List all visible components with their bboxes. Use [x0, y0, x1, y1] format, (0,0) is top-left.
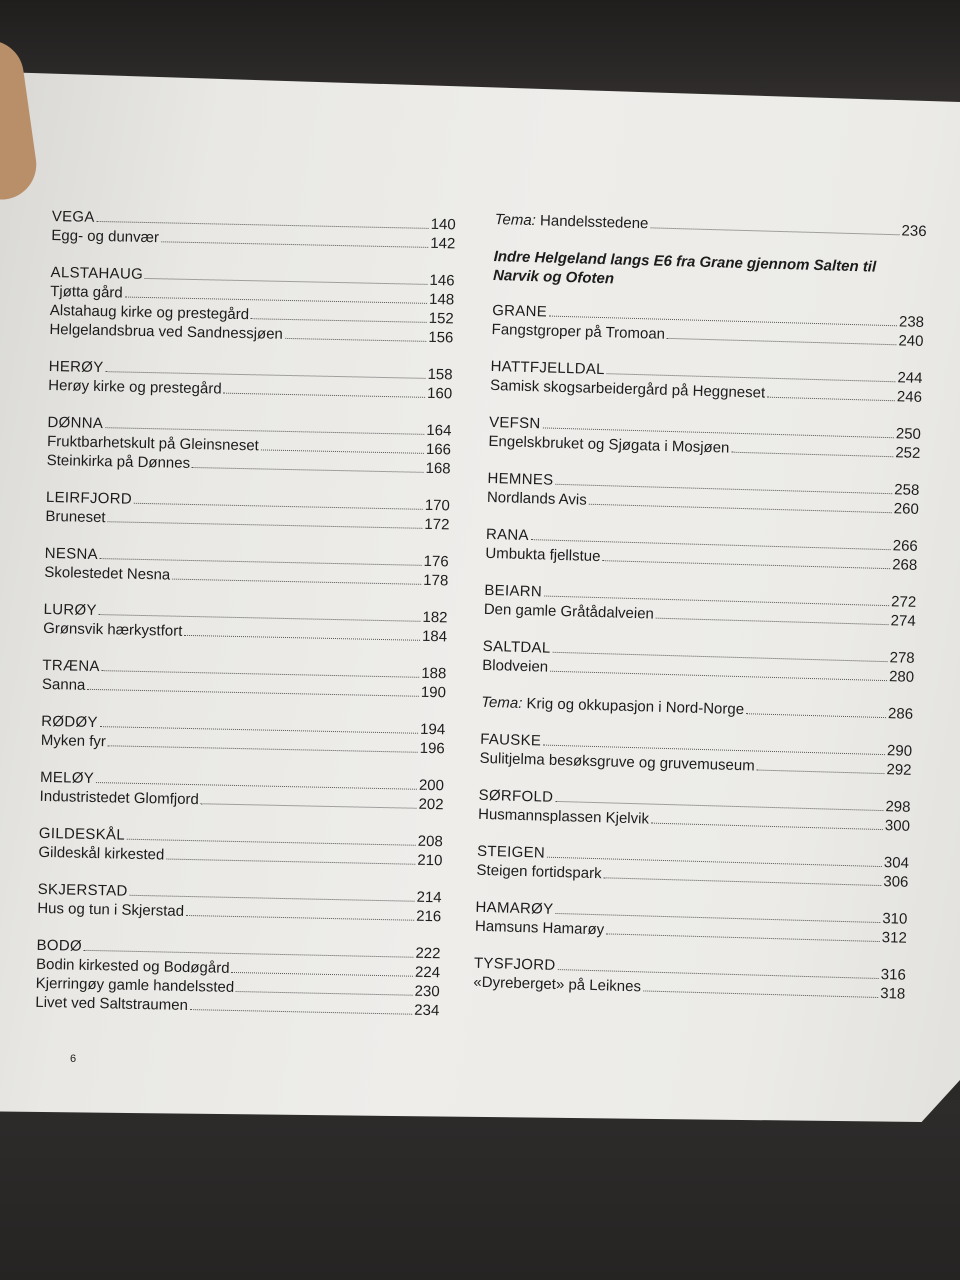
leader-dots [87, 689, 419, 697]
toc-entry-page: 306 [883, 873, 909, 891]
toc-entry-label: Steinkirka på Dønnes [46, 451, 191, 472]
toc-entry-page: 290 [886, 742, 913, 760]
toc-entry-page: 216 [416, 907, 442, 926]
toc-entry-page: 238 [898, 313, 925, 332]
toc-entry-label: FAUSKE [479, 730, 542, 750]
toc-section [478, 786, 911, 836]
toc-entry-label: DØNNA [47, 413, 104, 433]
leader-dots [184, 635, 420, 641]
toc-section [38, 824, 443, 870]
toc-entry-label: RØDØY [41, 712, 98, 732]
page-number: 6 [70, 1053, 77, 1065]
toc-section [45, 488, 450, 534]
leader-dots [192, 467, 424, 473]
toc-entry-label: Gildeskål kirkested [38, 843, 165, 864]
toc-entry-label: RANA [485, 525, 530, 545]
toc-section [44, 544, 449, 590]
toc-entry-label: Umbukta fjellstue [485, 544, 601, 566]
leader-dots [731, 452, 893, 458]
toc-group-a [482, 301, 924, 687]
toc-entry-label: Sanna [41, 675, 86, 694]
toc-entry-page: 196 [419, 739, 445, 758]
tema-title: Krig og okkupasjon i Nord-Norge [526, 695, 745, 719]
toc-entry-page: 236 [901, 222, 927, 241]
toc-entry-label: Tjøtta gård [50, 282, 123, 302]
toc-entry-label: Livet ved Saltstraumen [35, 993, 189, 1015]
toc-entry-page: 170 [424, 496, 451, 515]
toc-entry-label: Industristedet Glomfjord [39, 787, 200, 809]
toc-section [48, 357, 453, 403]
toc-entry-label: STEIGEN [476, 842, 546, 862]
toc-entry-page: 222 [415, 944, 441, 963]
toc-entry-label: Nordlands Avis [486, 488, 587, 509]
toc-entry-label: Steigen fortidspark [476, 861, 602, 883]
leader-dots [201, 803, 417, 809]
toc-entry-page: 172 [424, 515, 450, 534]
toc-entry-page: 286 [887, 705, 914, 723]
leader-dots [108, 745, 418, 752]
toc-entry-page: 230 [414, 982, 440, 1001]
toc-section [49, 263, 455, 347]
leader-dots [757, 770, 885, 775]
toc-entry-page: 158 [427, 365, 453, 384]
itinerary-heading: Indre Helgeland langs E6 fra Grane gjennom Salten til Narvik og Ofoten [492, 247, 877, 288]
toc-entry-label: Engelskbruket og Sjøgata i Mosjøen [488, 432, 730, 457]
toc-entry-page: 310 [882, 910, 908, 928]
toc-section [491, 301, 924, 351]
tema-prefix: Tema: [481, 693, 523, 712]
toc-entry-label: Sulitjelma besøksgruve og gruvemuseum [479, 749, 755, 775]
leader-dots [145, 278, 427, 285]
toc-entry-page: 208 [417, 832, 443, 851]
toc-section [473, 954, 906, 1004]
toc-section [476, 842, 909, 892]
toc-entry-label [494, 210, 648, 233]
toc-entry-page: 278 [889, 649, 915, 667]
toc-entry-label: TRÆNA [42, 656, 100, 676]
leader-dots [186, 915, 414, 921]
toc-section [37, 880, 442, 926]
toc-section [484, 581, 917, 631]
toc-entry-label: Kjerringøy gamle handelssted [35, 974, 235, 996]
toc-entry-label: SALTDAL [482, 637, 551, 657]
toc-entry-page: 210 [417, 851, 443, 870]
toc-entry-label: Bodin kirkested og Bodøgård [35, 955, 230, 977]
leader-dots [603, 877, 881, 886]
toc-right-column [473, 210, 927, 1022]
toc-entry-page: 240 [898, 332, 924, 351]
toc-entry-label: SØRFOLD [478, 786, 554, 806]
toc-section [479, 730, 912, 780]
toc-section [46, 413, 451, 478]
toc-group-b [473, 730, 912, 1004]
toc-entry-page: 140 [430, 215, 456, 234]
toc-entry-page: 164 [426, 421, 452, 440]
toc-entry-label: Herøy kirke og prestegård [48, 376, 222, 398]
toc-entry-label: BEIARN [484, 581, 543, 601]
toc-entry-label: Den gamle Gråtådalveien [483, 600, 655, 623]
leader-dots [767, 397, 895, 402]
toc-entry-page: 168 [425, 459, 451, 478]
toc-entry-label: Husmannsplassen Kjelvik [477, 805, 650, 828]
toc-entry-page: 182 [422, 608, 448, 627]
tema-krig [481, 693, 913, 724]
tema-prefix: Tema: [494, 210, 537, 230]
leader-dots [606, 933, 880, 942]
toc-entry-label: Fangstgroper på Tromoan [491, 320, 666, 343]
toc-entry-label: GILDESKÅL [38, 824, 126, 844]
leader-dots [236, 991, 413, 996]
toc-entry-label: Helgelandsbrua ved Sandnessjøen [49, 320, 284, 343]
toc-entry-page: 178 [423, 571, 449, 590]
toc-entry-label: NESNA [44, 544, 99, 564]
toc-entry-label: Samisk skogsarbeidergård på Heggneset [489, 376, 766, 402]
toc-entry-label: VEGA [51, 207, 95, 226]
toc-entry-page: 268 [891, 556, 918, 574]
toc-entry-label: Egg- og dunvær [51, 226, 160, 247]
toc-entry-page: 224 [414, 963, 441, 982]
toc-entry-page: 292 [886, 761, 912, 779]
leader-dots [651, 823, 883, 830]
toc-entry-page: 318 [880, 985, 906, 1003]
toc-entry-page: 234 [414, 1001, 440, 1020]
leader-dots [656, 618, 889, 626]
toc-entry-label: Hus og tun i Skjerstad [37, 899, 185, 920]
toc-entry-label: LEIRFJORD [45, 488, 133, 508]
toc-entry-label: TYSFJORD [473, 954, 556, 974]
toc-left-column [35, 207, 456, 1038]
leader-dots [231, 972, 412, 977]
toc-entry-label: Skolestedet Nesna [44, 563, 171, 584]
leader-dots [224, 393, 426, 398]
toc-entry-page: 184 [421, 627, 448, 646]
toc-section [488, 413, 921, 463]
toc-entry-label: MELØY [39, 768, 95, 788]
toc-entry-page: 200 [418, 776, 445, 795]
toc-entry-page: 146 [429, 271, 455, 290]
toc-entry-label: HEMNES [487, 469, 554, 489]
toc-entry-page: 316 [880, 966, 907, 984]
toc-section [475, 898, 908, 948]
toc-entry-page: 266 [892, 537, 919, 555]
leader-dots [166, 859, 415, 865]
background-sofa-bottom [0, 1100, 960, 1280]
toc-entry-page: 250 [895, 425, 922, 443]
leader-dots [107, 521, 422, 529]
toc-entry-page: 246 [896, 388, 923, 406]
toc-entry-label: Alstahaug kirke og prestegård [49, 301, 250, 324]
tema-title: Handelsstedene [539, 212, 649, 233]
toc-section [51, 207, 456, 253]
toc-entry-label: VEFSN [488, 413, 541, 433]
leader-dots [261, 449, 424, 453]
toc-entry-page: 142 [430, 234, 456, 253]
toc-entry-label: ALSTAHAUG [50, 263, 144, 283]
toc-entry-page: 194 [419, 720, 446, 739]
leader-dots [589, 504, 892, 513]
toc-section [42, 656, 447, 702]
toc-entry-page: 190 [420, 683, 447, 702]
leader-dots [667, 338, 896, 345]
toc-entry-page: 214 [416, 888, 442, 907]
toc-section [43, 600, 448, 646]
toc-entry-page: 166 [425, 440, 452, 459]
toc-section [41, 712, 446, 758]
toc-entry-label: SKJERSTAD [37, 880, 128, 900]
toc-entry-label: Bruneset [45, 507, 106, 527]
leader-dots [161, 241, 428, 248]
leader-dots [650, 227, 899, 235]
toc-entry-label: GRANE [491, 301, 548, 321]
toc-entry-label: HAMARØY [475, 898, 554, 918]
toc-entry-page: 280 [888, 668, 915, 686]
toc-entry-label: Fruktbarhetskult på Gleinsneset [46, 432, 260, 455]
toc-entry-page: 176 [423, 552, 449, 571]
leader-dots [746, 713, 886, 718]
toc-entry-label: Hamsuns Hamarøy [474, 917, 605, 939]
leader-dots [643, 990, 878, 998]
toc-entry-label: Grønsvik hærkystfort [42, 619, 183, 640]
toc-entry-label: Blodveien [482, 656, 549, 676]
toc-entry-page: 188 [421, 664, 447, 683]
leader-dots [172, 579, 421, 585]
toc-entry-label: HERØY [48, 357, 104, 377]
toc-entry-page: 202 [418, 795, 444, 814]
toc-section [485, 525, 918, 575]
toc-entry-page: 298 [885, 798, 911, 816]
toc-entry-page: 148 [428, 290, 455, 309]
toc-entry-label: Myken fyr [40, 731, 107, 751]
toc-entry-page: 260 [893, 500, 920, 518]
toc-entry-page: 152 [428, 309, 454, 328]
leader-dots [190, 1009, 412, 1015]
toc-entry-page: 300 [884, 817, 911, 835]
leader-dots [550, 671, 887, 681]
toc-entry-label [481, 693, 744, 719]
toc-section [482, 637, 915, 687]
toc-entry-label: BODØ [36, 936, 83, 955]
toc-section [39, 768, 444, 814]
toc-entry-label: HATTFJELLDAL [490, 357, 606, 379]
toc-entry [481, 693, 913, 724]
toc-entry-page: 312 [881, 929, 908, 947]
toc-entry-page: 156 [428, 328, 454, 347]
toc-section [490, 357, 923, 407]
leader-dots [285, 338, 426, 342]
leader-dots [251, 318, 427, 323]
leader-dots [602, 560, 890, 569]
toc-entry-label: LURØY [43, 600, 97, 620]
toc-entry-page: 258 [894, 481, 920, 499]
toc-entry-page: 252 [895, 444, 921, 462]
toc-entry-page: 304 [883, 854, 910, 872]
toc-section [35, 936, 441, 1020]
toc-entry-page: 244 [897, 369, 923, 387]
toc-entry-page: 274 [890, 612, 916, 630]
toc-entry-page: 160 [426, 384, 453, 403]
toc-entry-page: 272 [890, 593, 917, 611]
toc-entry-label: «Dyreberget» på Leiknes [473, 973, 642, 996]
toc-section [487, 469, 920, 519]
